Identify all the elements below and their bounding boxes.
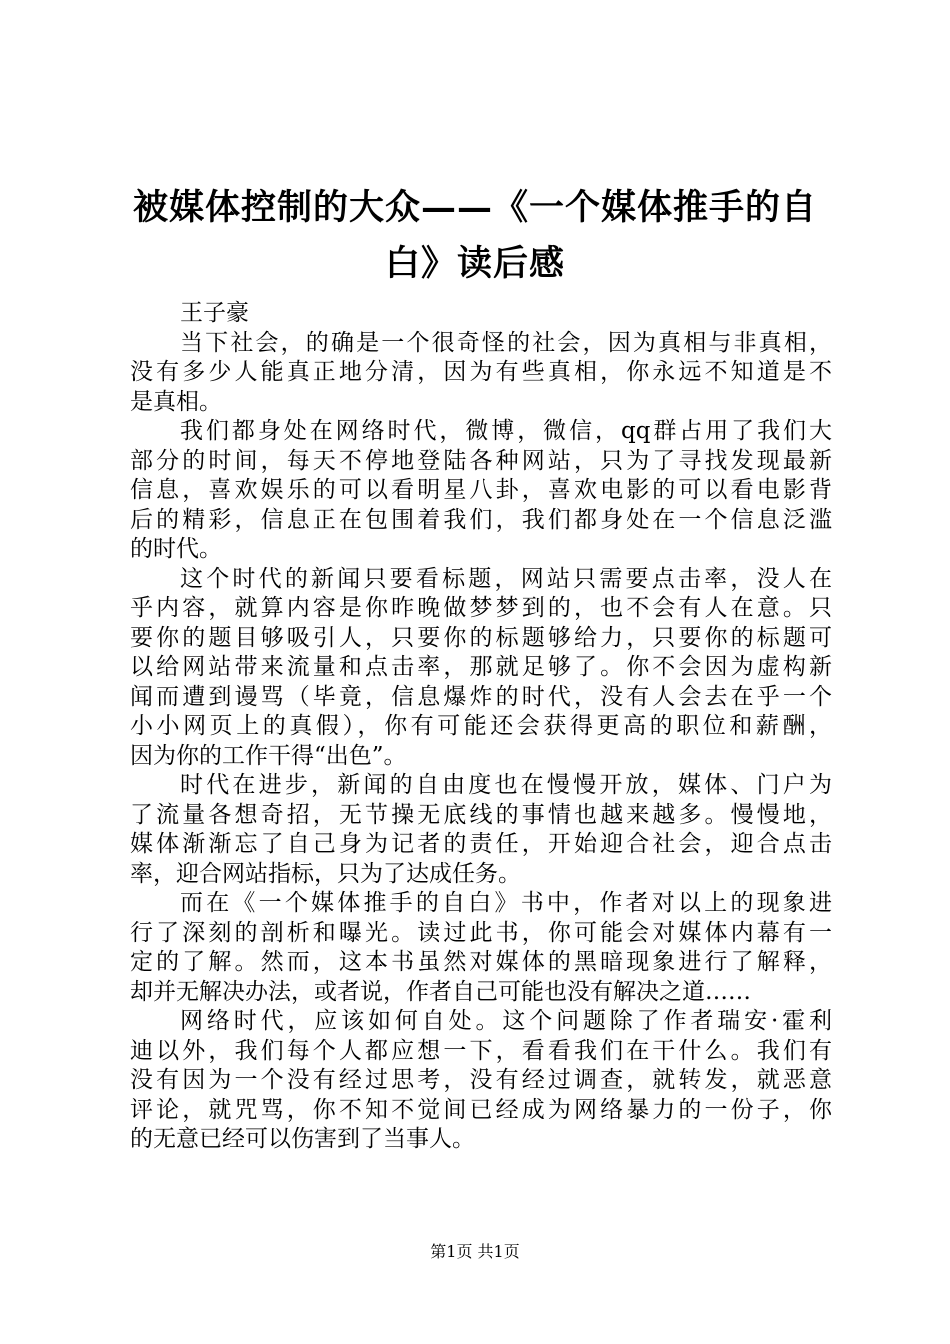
author-name: 王子豪 (180, 300, 249, 326)
paragraph-list (130, 329, 832, 1155)
page-footer: 第1页 共1页 (430, 1242, 520, 1261)
paragraph-line: 的无意已经可以伤害到了当事人。 (130, 1126, 475, 1152)
paragraph-line: 行了深刻的剖析和曝光。读过此书，你可能会对媒体内幕有一 (130, 919, 832, 946)
paragraph-line: 时代在进步，新闻的自由度也在慢慢开放，媒体、门户为 (180, 772, 832, 798)
paragraph-line: 却并无解决办法，或者说，作者自己可能也没有解决之道…… (130, 978, 751, 1005)
paragraph (130, 1007, 832, 1155)
paragraph-line: 小小网页上的真假），你有可能还会获得更高的职位和薪酬， (130, 713, 832, 739)
paragraph (130, 565, 832, 772)
paragraph-line: 因为你的工作干得“出色”。 (130, 742, 407, 769)
paragraph-line: 没有因为一个没有经过思考，没有经过调查，就转发，就恶意 (130, 1067, 832, 1093)
paragraph-line: 闻而遭到谩骂（毕竟，信息爆炸的时代，没有人会去在乎一个 (130, 683, 832, 710)
paragraph-line: 信息，喜欢娱乐的可以看明星八卦，喜欢电影的可以看电影背 (130, 477, 832, 503)
paragraph-line: 以给网站带来流量和点击率，那就足够了。你不会因为虚构新 (130, 654, 832, 680)
paragraph-line: 是真相。 (130, 388, 222, 415)
document-title (120, 180, 830, 292)
title-line-1: 被媒体控制的大众——《一个媒体推手的自 (132, 187, 817, 228)
paragraph-line: 定的了解。然而，这本书虽然对媒体的黑暗现象进行了解释， (130, 949, 832, 975)
paragraph-line: 的时代。 (130, 536, 222, 562)
document-body (130, 299, 832, 1155)
paragraph-line: 部分的时间，每天不停地登陆各种网站，只为了寻找发现最新 (130, 447, 832, 474)
paragraph-line: 评论，就咒骂，你不知不觉间已经成为网络暴力的一份子，你 (130, 1096, 832, 1123)
paragraph-line: 没有多少人能真正地分清，因为有些真相，你永远不知道是不 (130, 359, 832, 385)
paragraph (130, 417, 832, 565)
paragraph-line: 而在《一个媒体推手的自白》书中，作者对以上的现象进 (180, 890, 832, 916)
paragraph (130, 329, 832, 418)
paragraph-line: 了流量各想奇招，无节操无底线的事情也越来越多。慢慢地， (130, 801, 832, 828)
paragraph-line: 当下社会，的确是一个很奇怪的社会，因为真相与非真相， (180, 329, 832, 356)
paragraph-line: 我们都身处在网络时代，微博，微信，qq群占用了我们大 (180, 418, 832, 444)
paragraph (130, 771, 832, 889)
paragraph-line: 要你的题目够吸引人，只要你的标题够给力，只要你的标题可 (130, 624, 832, 651)
paragraph-line: 乎内容，就算内容是你昨晚做梦梦到的，也不会有人在意。只 (130, 595, 832, 621)
paragraph-line: 媒体渐渐忘了自己身为记者的责任，开始迎合社会，迎合点击 (130, 831, 832, 857)
paragraph-line: 这个时代的新闻只要看标题，网站只需要点击率，没人在 (180, 565, 832, 592)
paragraph-line: 率，迎合网站指标，只为了达成任务。 (130, 860, 521, 887)
paragraph-line: 网络时代，应该如何自处。这个问题除了作者瑞安·霍利 (180, 1008, 832, 1034)
paragraph-line: 后的精彩，信息正在包围着我们，我们都身处在一个信息泛滥 (130, 506, 832, 533)
paragraph-line: 迪以外，我们每个人都应想一下，看看我们在干什么。我们有 (130, 1037, 832, 1064)
title-line-2: 白》读后感 (384, 243, 565, 284)
paragraph (130, 889, 832, 1007)
